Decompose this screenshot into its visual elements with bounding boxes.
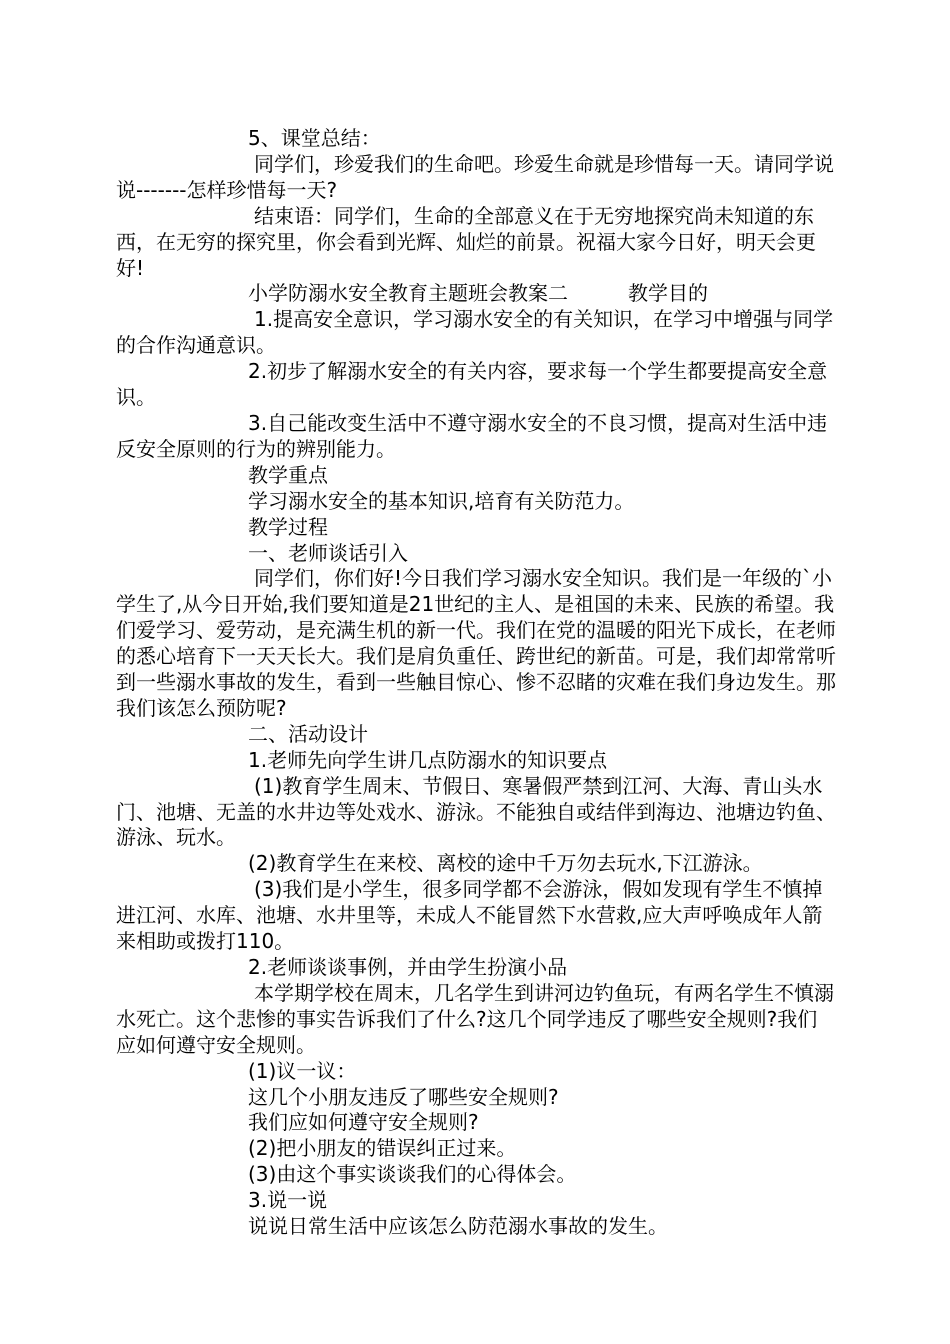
paragraph: 本学期学校在周末，几名学生到讲河边钓鱼玩，有两名学生不慎溺水死亡。这个悲惨的事实告诉我们了什么?这几个同学违反了哪些安全规则?我们应如何遵守安全规则。 <box>116 980 834 1057</box>
list-item: (2)教育学生在来校、离校的途中千万勿去玩水,下江游泳。 <box>248 851 763 876</box>
list-item: 1.老师先向学生讲几点防溺水的知识要点 <box>248 747 608 772</box>
objective-item: 3.自己能改变生活中不遵守溺水安全的不良习惯，提高对生活中违反安全原则的行为的辨别能力。 <box>116 410 828 461</box>
subsection-heading: 一、老师谈话引入 <box>248 540 408 565</box>
paragraph: 同学们，珍爱我们的生命吧。珍爱生命就是珍惜每一天。请同学说说-------怎样珍惜每一天? <box>116 151 834 202</box>
paragraph: 结束语：同学们，生命的全部意义在于无穷地探究尚未知道的东西，在无穷的探究里，你会看到光辉、灿烂的前景。祝福大家今日好，明天会更好! <box>116 203 816 280</box>
subsection-heading: 二、活动设计 <box>248 721 368 746</box>
section-heading: 教学过程 <box>248 514 328 539</box>
lesson-plan-title: 小学防溺水安全教育主题班会教案二 教学目的 <box>248 281 708 306</box>
list-item: (3)我们是小学生，很多同学都不会游泳，假如发现有学生不慎掉进江河、水库、池塘、水井里等，未成人不能冒然下水营救,应大声呼唤成年人箭来相助或拨打110。 <box>116 877 823 954</box>
list-item: (2)把小朋友的错误纠正过来。 <box>248 1136 517 1161</box>
document-body <box>116 126 836 1240</box>
list-item: (1)教育学生周末、节假日、寒暑假严禁到江河、大海、青山头水门、池塘、无盖的水井边等处戏水、游泳。不能独自或结伴到海边、池塘边钓鱼、游泳、玩水。 <box>116 773 836 850</box>
list-item: (3)由这个事实谈谈我们的心得体会。 <box>248 1162 577 1187</box>
list-item: 3.说一说 <box>248 1188 328 1213</box>
list-item: 这几个小朋友违反了哪些安全规则? <box>248 1084 559 1109</box>
objective-item: 2.初步了解溺水安全的有关内容，要求每一个学生都要提高安全意识。 <box>116 359 828 410</box>
list-item: 2.老师谈谈事例，并由学生扮演小品 <box>248 955 568 979</box>
paragraph: 说说日常生活中应该怎么防范溺水事故的发生。 <box>248 1214 668 1239</box>
objective-item: 1.提高安全意识，学习溺水安全的有关知识，在学习中增强与同学的合作沟通意识。 <box>116 307 834 358</box>
paragraph: 同学们，你们好!今日我们学习溺水安全知识。我们是一年级的`小学生了,从今日开始,我们要知道是21世纪的主人、是祖国的未来、民族的希望。我们爱学习、爱劳动，是充满生机的新一代。我们在党的温暖的阳光下成长，在老师的悉心培育下一天天长大。我们是肩负重任、跨世纪的新苗。可是，我们却常常听到一些溺水事故的发生，看到一些触目惊心、惨不忍睹的灾难在我们身边发生。那我们该怎么预防呢? <box>116 566 836 720</box>
section-heading-summary: 5、课堂总结： <box>248 126 381 150</box>
list-item: (1)议一议： <box>248 1058 357 1083</box>
paragraph: 学习溺水安全的基本知识,培育有关防范力。 <box>248 488 635 513</box>
section-heading: 教学重点 <box>248 462 328 487</box>
list-item: 我们应如何遵守安全规则? <box>248 1110 479 1135</box>
